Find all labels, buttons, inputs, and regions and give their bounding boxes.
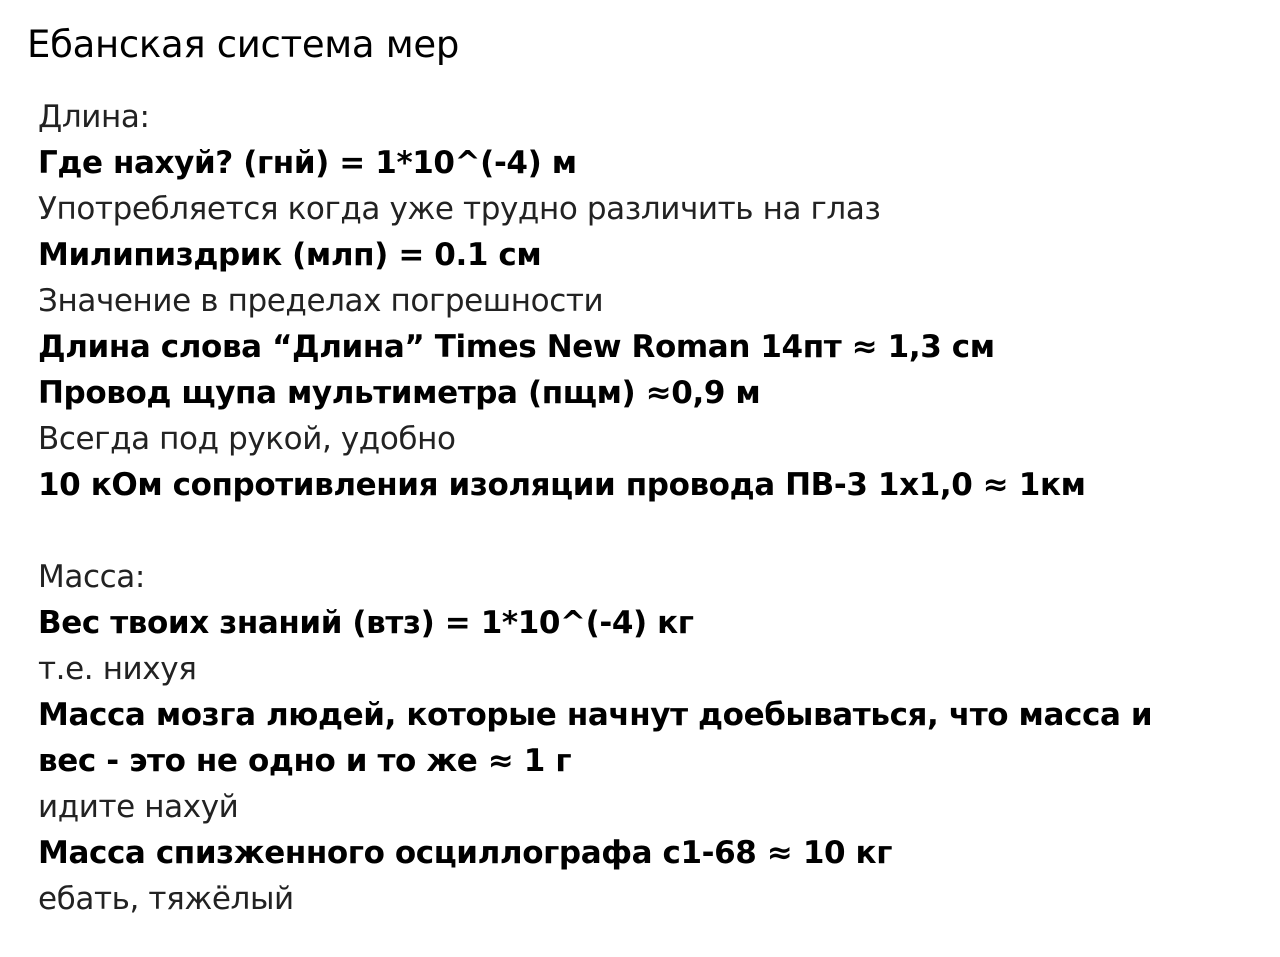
length-line: Где нахуй? (гнй) = 1*10^(-4) м [38, 145, 577, 181]
section-spacer [38, 508, 1258, 554]
length-line: Милипиздрик (млп) = 0.1 см [38, 237, 542, 273]
mass-line: ебать, тяжёлый [38, 881, 294, 917]
mass-line: т.е. нихуя [38, 651, 197, 687]
mass-line: Вес твоих знаний (втз) = 1*10^(-4) кг [38, 605, 694, 641]
mass-line: Масса спизженного осциллографа с1-68 ≈ 10 кг [38, 835, 892, 871]
length-line: Провод щупа мультиметра (пщм) ≈0,9 м [38, 375, 761, 411]
document-body [38, 94, 1258, 922]
mass-line: вес - это не одно и то же ≈ 1 г [38, 743, 572, 779]
length-line: Употребляется когда уже трудно различить на глаз [38, 191, 881, 227]
length-line: 10 кОм сопротивления изоляции провода ПВ-3 1х1,0 ≈ 1км [38, 467, 1086, 503]
length-line: Значение в пределах погрешности [38, 283, 604, 319]
length-line: Длина слова “Длина” Times New Roman 14пт ≈ 1,3 см [38, 329, 995, 365]
mass-heading: Масса: [38, 559, 145, 595]
mass-line: Масса мозга людей, которые начнут доебываться, что масса и [38, 697, 1153, 733]
length-heading: Длина: [38, 99, 150, 135]
length-line: Всегда под рукой, удобно [38, 421, 456, 457]
page-title: Ебанская система мер [27, 23, 460, 66]
mass-section [38, 554, 1258, 922]
length-section [38, 94, 1258, 508]
mass-line: идите нахуй [38, 789, 239, 825]
